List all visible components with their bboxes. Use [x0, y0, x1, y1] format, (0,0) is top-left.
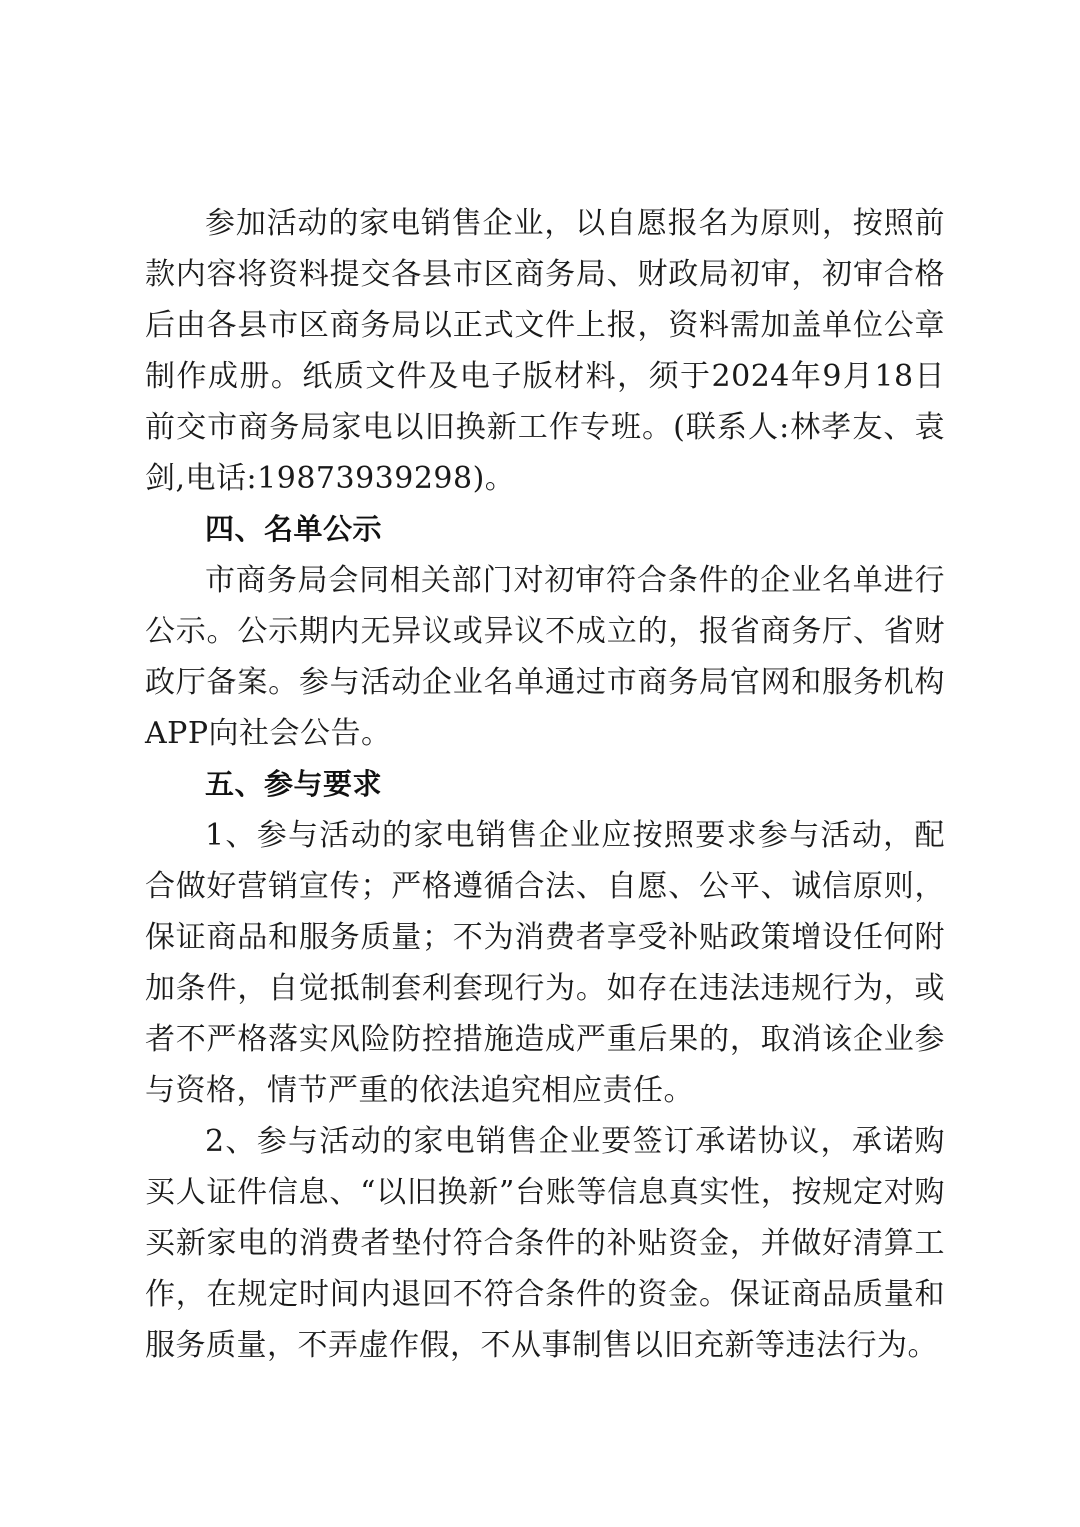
- paragraph-submission: 参加活动的家电销售企业，以自愿报名为原则，按照前款内容将资料提交各县市区商务局、财政局初审，初审合格后由各县市区商务局以正式文件上报，资料需加盖单位公章制作成册。纸质文件及电子版材料，须于2024年9月18日前交市商务局家电以旧换新工作专班。(联系人:林孝友、袁剑,电话:19873939298)。: [145, 206, 945, 496]
- paragraph-requirement-1: 1、参与活动的家电销售企业应按照要求参与活动，配合做好营销宣传；严格遵循合法、自愿、公平、诚信原则，保证商品和服务质量；不为消费者享受补贴政策增设任何附加条件，自觉抵制套利套现行为。如存在违法违规行为，或者不严格落实风险防控措施造成严重后果的，取消该企业参与资格，情节严重的依法追究相应责任。: [145, 818, 945, 1108]
- document-body: [145, 198, 945, 1371]
- heading-list-publicity: 四、名单公示: [205, 512, 383, 546]
- heading-participation-requirements: 五、参与要求: [205, 767, 383, 801]
- paragraph-requirement-2: 2、参与活动的家电销售企业要签订承诺协议，承诺购买人证件信息、“以旧换新”台账等信息真实性，按规定对购买新家电的消费者垫付符合条件的补贴资金，并做好清算工作，在规定时间内退回不符合条件的资金。保证商品质量和服务质量，不弄虚作假，不从事制售以旧充新等违法行为。: [145, 1124, 945, 1363]
- paragraph-publicity: 市商务局会同相关部门对初审符合条件的企业名单进行公示。公示期内无异议或异议不成立的，报省商务厅、省财政厅备案。参与活动企业名单通过市商务局官网和服务机构APP向社会公告。: [145, 563, 945, 751]
